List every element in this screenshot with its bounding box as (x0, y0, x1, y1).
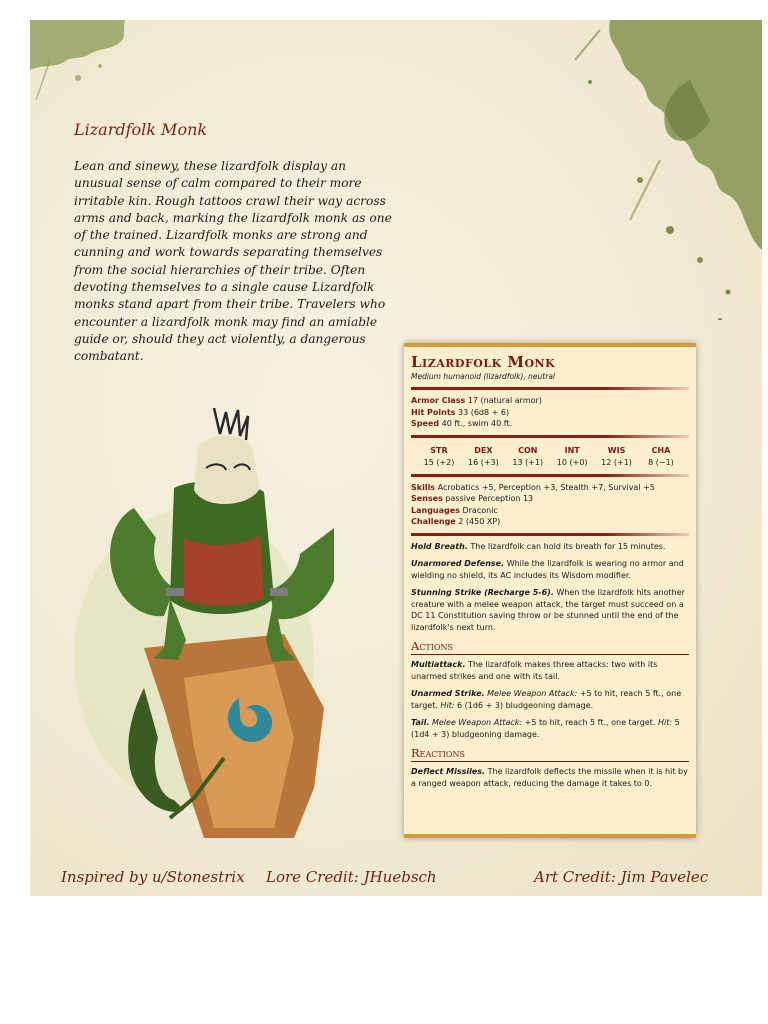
page-sheet (30, 20, 762, 896)
ability-dex: DEX 16 (+3) (468, 445, 499, 467)
ability-con: CON 13 (+1) (512, 445, 544, 467)
credits-footer (30, 868, 762, 892)
senses: Senses passive Perception 13 (411, 494, 534, 503)
trait-stunning-strike: Stunning Strike (Recharge 5-6). When the lizardfolk hits another creature with a melee weapon attack, the target must succeed on a DC 11 Constitution saving throw or be stunned until the end of the lizardfolk's next turn. (411, 588, 685, 632)
inspired-credit: Inspired by u/Stonestrix (61, 868, 245, 886)
divider (411, 387, 689, 390)
paint-splatter-top-right (570, 20, 762, 320)
divider (411, 533, 689, 536)
reaction-deflect-missiles: Deflect Missiles. The lizardfolk deflects the missile when it is hit by a ranged weapon attack, reducing the damage it takes to 0. (411, 767, 688, 788)
skills: Skills Acrobatics +5, Perception +3, Stealth +7, Survival +5 (411, 482, 655, 492)
ability-wis: WIS 12 (+1) (601, 445, 632, 467)
action-unarmed-strike: Unarmed Strike. Melee Weapon Attack: +5 to hit, reach 5 ft., one target. Hit: 6 (1d6 + 3) bludgeoning damage. (411, 689, 682, 710)
lore-credit: Lore Credit: JHuebsch (266, 868, 437, 886)
action-multiattack: Multiattack. The lizardfolk makes three attacks: two with its unarmed strikes and one with its tail. (411, 660, 658, 681)
hit-points: Hit Points 33 (6d8 + 6) (411, 407, 510, 417)
divider (411, 435, 689, 438)
ability-str: STR 15 (+2) (423, 445, 455, 467)
ability-scores (411, 443, 689, 469)
lore-title: Lizardfolk Monk (74, 120, 208, 139)
actions-heading: Actions (411, 639, 689, 655)
divider (411, 474, 689, 477)
speed: Speed 40 ft., swim 40 ft. (411, 419, 513, 428)
action-tail: Tail. Melee Weapon Attack: +5 to hit, reach 5 ft., one target. Hit: 5 (1d4 + 3) bludgeoning damage. (411, 718, 680, 739)
trait-hold-breath: Hold Breath. The lizardfolk can hold its breath for 15 minutes. (411, 541, 666, 551)
challenge: Challenge 2 (450 XP) (411, 517, 501, 526)
stat-block-name: Lizardfolk Monk (411, 353, 556, 371)
art-credit: Art Credit: Jim Pavelec (534, 868, 709, 886)
trait-unarmored-defense: Unarmored Defense. While the lizardfolk is wearing no armor and wielding no shield, its AC includes its Wisdom modifier. (411, 559, 684, 580)
ability-int: INT 10 (+0) (556, 445, 588, 467)
lizardfolk-monk-illustration (74, 408, 334, 848)
stat-block-type: Medium humanoid (lizardfolk), neutral (411, 372, 555, 381)
stat-block (404, 343, 696, 838)
languages: Languages Draconic (411, 505, 498, 515)
reactions-heading: Reactions (411, 746, 689, 762)
paint-splatter-top-left (30, 20, 150, 110)
armor-class: Armor Class 17 (natural armor) (411, 396, 542, 405)
ability-cha: CHA 8 (−1) (648, 445, 674, 467)
lore-description: Lean and sinewy, these lizardfolk display an unusual sense of calm compared to their more irritable kin. Rough tattoos crawl their way across arms and back, marking the lizardfolk monk as one of the trained. Lizardfolk monks are strong and cunning and work towards separating themselves from the social hierarchies of their tribe. Often devoting themselves to a single cause Lizardfolk monks stand apart from their tribe. Travelers who encounter a lizardfolk monk may find an amiable guide or, should they act violently, a dangerous combatant. (74, 159, 392, 364)
